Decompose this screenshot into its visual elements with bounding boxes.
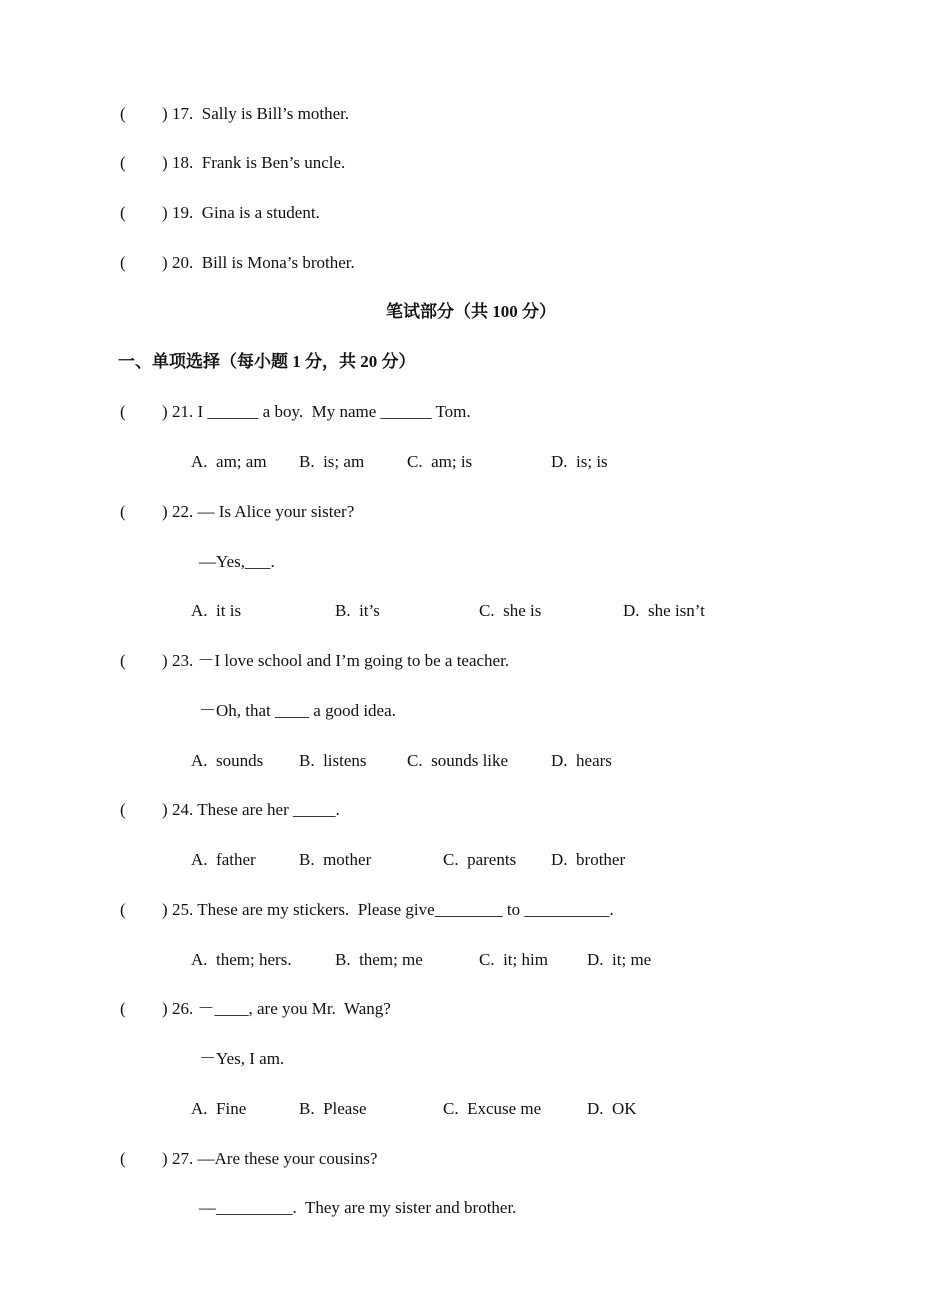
- question-24: 24. These are her _____.: [172, 800, 340, 819]
- question-21: 21. I ______ a boy. My name ______ Tom.: [172, 402, 471, 421]
- option-d: D. brother: [551, 850, 626, 869]
- option-c: C. it; him: [479, 950, 548, 969]
- answer-paren-open: (: [120, 900, 126, 919]
- answer-paren-open: (: [120, 153, 126, 172]
- answer-paren-close: ): [162, 502, 168, 521]
- reply-26: －Yes, I am.: [199, 1049, 285, 1068]
- option-d: D. it; me: [587, 950, 652, 969]
- question-25: 25. These are my stickers. Please give________ to __________.: [172, 900, 614, 919]
- answer-paren-open: (: [120, 203, 126, 222]
- option-c: C. parents: [443, 850, 517, 869]
- statement-19: 19. Gina is a student.: [172, 203, 320, 222]
- reply-23: －Oh, that ____ a good idea.: [199, 701, 396, 720]
- answer-paren-close: ): [162, 651, 168, 670]
- answer-paren-close: ): [162, 999, 168, 1018]
- answer-paren-open: (: [120, 253, 126, 272]
- answer-paren-close: ): [162, 153, 168, 172]
- option-d: D. is; is: [551, 452, 608, 471]
- option-b: B. listens: [299, 751, 367, 770]
- part-heading: 一、单项选择（每小题 1 分，共 20 分）: [118, 352, 416, 371]
- option-b: B. is; am: [299, 452, 365, 471]
- answer-paren-open: (: [120, 800, 126, 819]
- question-27: 27. —Are these your cousins?: [172, 1149, 378, 1168]
- option-a: A. them; hers.: [191, 950, 292, 969]
- answer-paren-close: ): [162, 203, 168, 222]
- option-c: C. Excuse me: [443, 1099, 542, 1118]
- option-a: A. sounds: [191, 751, 264, 770]
- answer-paren-close: ): [162, 253, 168, 272]
- statement-18: 18. Frank is Ben’s uncle.: [172, 153, 346, 172]
- option-a: A. am; am: [191, 452, 267, 471]
- option-b: B. them; me: [335, 950, 423, 969]
- answer-paren-open: (: [120, 502, 126, 521]
- option-d: D. OK: [587, 1099, 637, 1118]
- answer-paren-open: (: [120, 402, 126, 421]
- answer-paren-open: (: [120, 1149, 126, 1168]
- reply-27: —_________. They are my sister and brother.: [199, 1198, 517, 1217]
- question-22: 22. — Is Alice your sister?: [172, 502, 355, 521]
- section-title: 笔试部分（共 100 分）: [386, 302, 556, 321]
- option-d: D. she isn’t: [623, 601, 705, 620]
- question-23: 23. －I love school and I’m going to be a teacher.: [172, 651, 510, 670]
- option-b: B. mother: [299, 850, 372, 869]
- option-a: A. Fine: [191, 1099, 247, 1118]
- answer-paren-close: ): [162, 104, 168, 123]
- answer-paren-close: ): [162, 402, 168, 421]
- answer-paren-close: ): [162, 800, 168, 819]
- option-a: A. it is: [191, 601, 242, 620]
- answer-paren-close: ): [162, 1149, 168, 1168]
- statement-17: 17. Sally is Bill’s mother.: [172, 104, 350, 123]
- question-26: 26. －____, are you Mr. Wang?: [172, 999, 391, 1018]
- answer-paren-close: ): [162, 900, 168, 919]
- option-c: C. sounds like: [407, 751, 509, 770]
- answer-paren-open: (: [120, 999, 126, 1018]
- option-b: B. it’s: [335, 601, 380, 620]
- option-c: C. am; is: [407, 452, 473, 471]
- statement-20: 20. Bill is Mona’s brother.: [172, 253, 355, 272]
- option-b: B. Please: [299, 1099, 367, 1118]
- reply-22: —Yes,___.: [199, 552, 275, 571]
- option-c: C. she is: [479, 601, 542, 620]
- answer-paren-open: (: [120, 104, 126, 123]
- option-d: D. hears: [551, 751, 612, 770]
- answer-paren-open: (: [120, 651, 126, 670]
- option-a: A. father: [191, 850, 256, 869]
